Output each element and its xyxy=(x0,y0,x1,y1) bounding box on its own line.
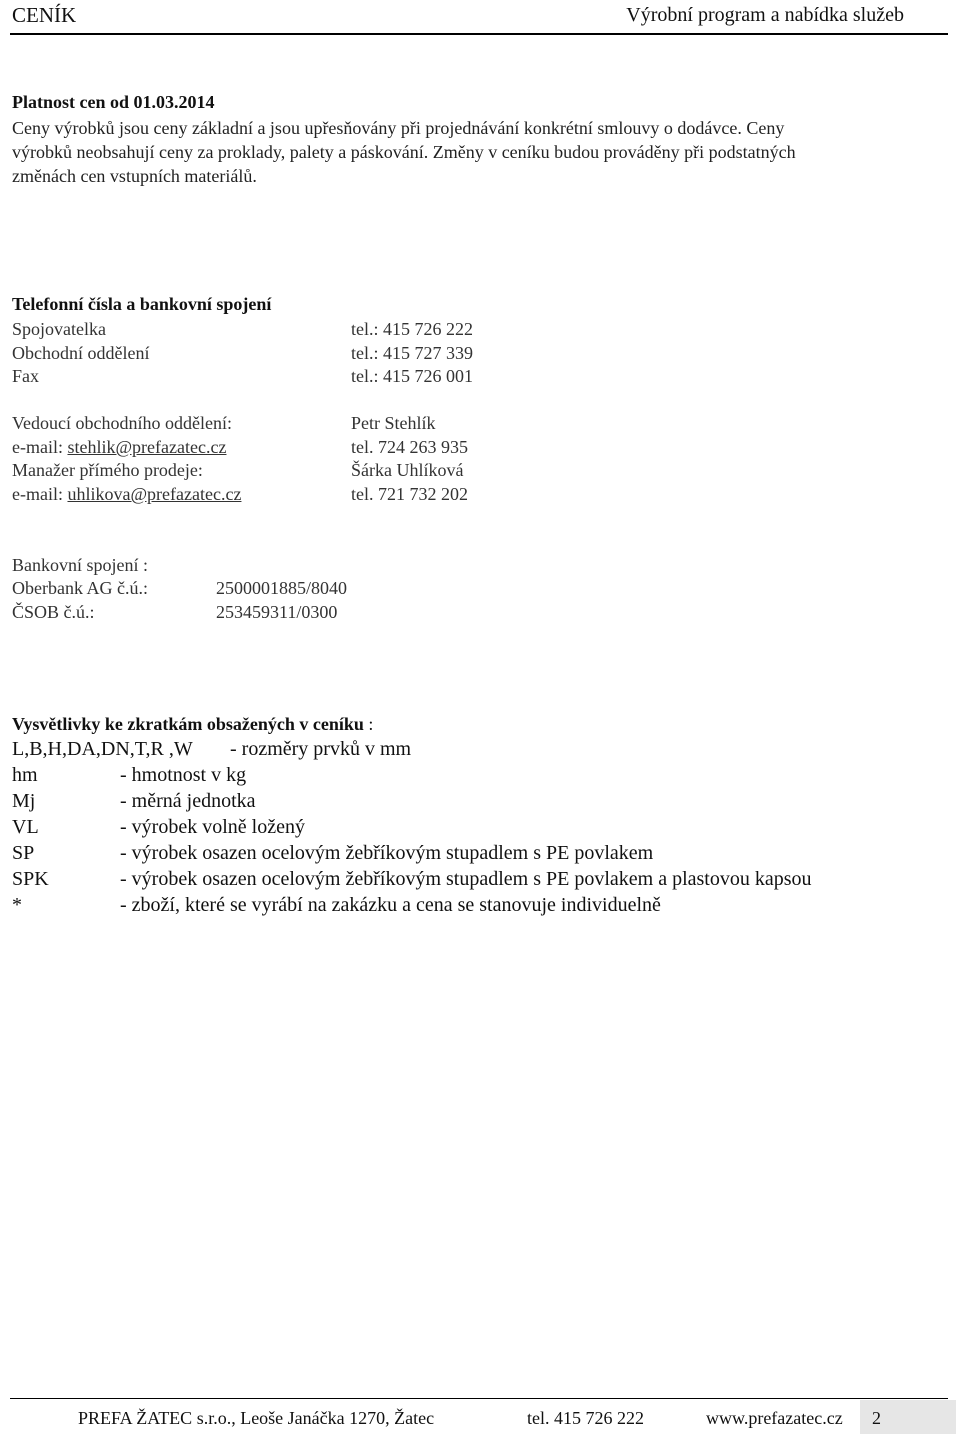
footer-website: www.prefazatec.cz xyxy=(706,1408,843,1428)
email-prefix: e-mail: xyxy=(12,484,68,504)
footer-company: PREFA ŽATEC s.r.o., Leoše Janáčka 1270, Žatec xyxy=(78,1408,435,1428)
legend-desc: - výrobek osazen ocelovým žebříkovým stupadlem s PE povlakem a plastovou kapsou xyxy=(120,868,812,890)
bank-heading: Bankovní spojení : xyxy=(12,555,148,575)
validity-text-line: výrobků neobsahují ceny za proklady, palety a páskování. Změny v ceníku budou prováděny při podstatných xyxy=(12,142,796,162)
document-subtitle: Výrobní program a nabídka služeb xyxy=(626,4,904,26)
email-row xyxy=(12,484,241,505)
email-prefix: e-mail: xyxy=(12,437,68,457)
bank-label: ČSOB č.ú.: xyxy=(12,602,95,622)
document-title: CENÍK xyxy=(12,3,77,27)
bank-account: 253459311/0300 xyxy=(216,602,338,622)
phone-value: tel.: 415 727 339 xyxy=(351,343,473,363)
legend-abbr: VL xyxy=(12,816,39,838)
bank-account: 2500001885/8040 xyxy=(216,578,348,598)
legend-desc: - výrobek volně ložený xyxy=(120,816,305,838)
legend-desc: - rozměry prvků v mm xyxy=(230,738,412,760)
legend-abbr: Mj xyxy=(12,790,36,812)
legend-abbr: * xyxy=(12,894,22,916)
legend-desc: - hmotnost v kg xyxy=(120,764,247,786)
legend-desc: - měrná jednotka xyxy=(120,790,256,812)
person-role: Manažer přímého prodeje: xyxy=(12,460,203,480)
email-row xyxy=(12,437,226,458)
legend-heading-colon: : xyxy=(363,714,374,734)
email-link[interactable]: uhlikova@prefazatec.cz xyxy=(67,484,242,504)
validity-text-line: změnách cen vstupních materiálů. xyxy=(12,166,257,186)
header-divider xyxy=(10,33,948,35)
person-role: Vedoucí obchodního oddělení: xyxy=(12,413,232,433)
person-name: Šárka Uhlíková xyxy=(351,460,464,480)
validity-heading: Platnost cen od 01.03.2014 xyxy=(12,92,215,112)
legend-abbr: hm xyxy=(12,764,38,786)
legend-desc: - zboží, které se vyrábí na zakázku a cena se stanovuje individuelně xyxy=(120,894,661,916)
legend-abbr: SP xyxy=(12,842,35,864)
legend-desc: - výrobek osazen ocelovým žebříkovým stupadlem s PE povlakem xyxy=(120,842,654,864)
legend-heading xyxy=(12,714,373,735)
person-phone: tel. 721 732 202 xyxy=(351,484,468,504)
legend-abbr: L,B,H,DA,DN,T,R ,W xyxy=(12,738,193,760)
phone-value: tel.: 415 726 001 xyxy=(351,366,473,386)
phone-label: Spojovatelka xyxy=(12,319,106,339)
contacts-heading: Telefonní čísla a bankovní spojení xyxy=(12,294,272,314)
phone-label: Obchodní oddělení xyxy=(12,343,150,363)
footer-divider xyxy=(10,1398,948,1399)
email-link[interactable]: stehlik@prefazatec.cz xyxy=(67,437,227,457)
bank-label: Oberbank AG č.ú.: xyxy=(12,578,148,598)
person-phone: tel. 724 263 935 xyxy=(351,437,468,457)
person-name: Petr Stehlík xyxy=(351,413,436,433)
legend-abbr: SPK xyxy=(12,868,49,890)
validity-text-line: Ceny výrobků jsou ceny základní a jsou upřesňovány při projednávání konkrétní smlouvy o dodávce. Ceny xyxy=(12,118,785,138)
footer-phone: tel. 415 726 222 xyxy=(527,1408,644,1428)
phone-value: tel.: 415 726 222 xyxy=(351,319,473,339)
legend-heading-text: Vysvětlivky ke zkratkám obsažených v ceníku xyxy=(12,714,364,734)
page-number: 2 xyxy=(872,1408,881,1428)
phone-label: Fax xyxy=(12,366,39,386)
